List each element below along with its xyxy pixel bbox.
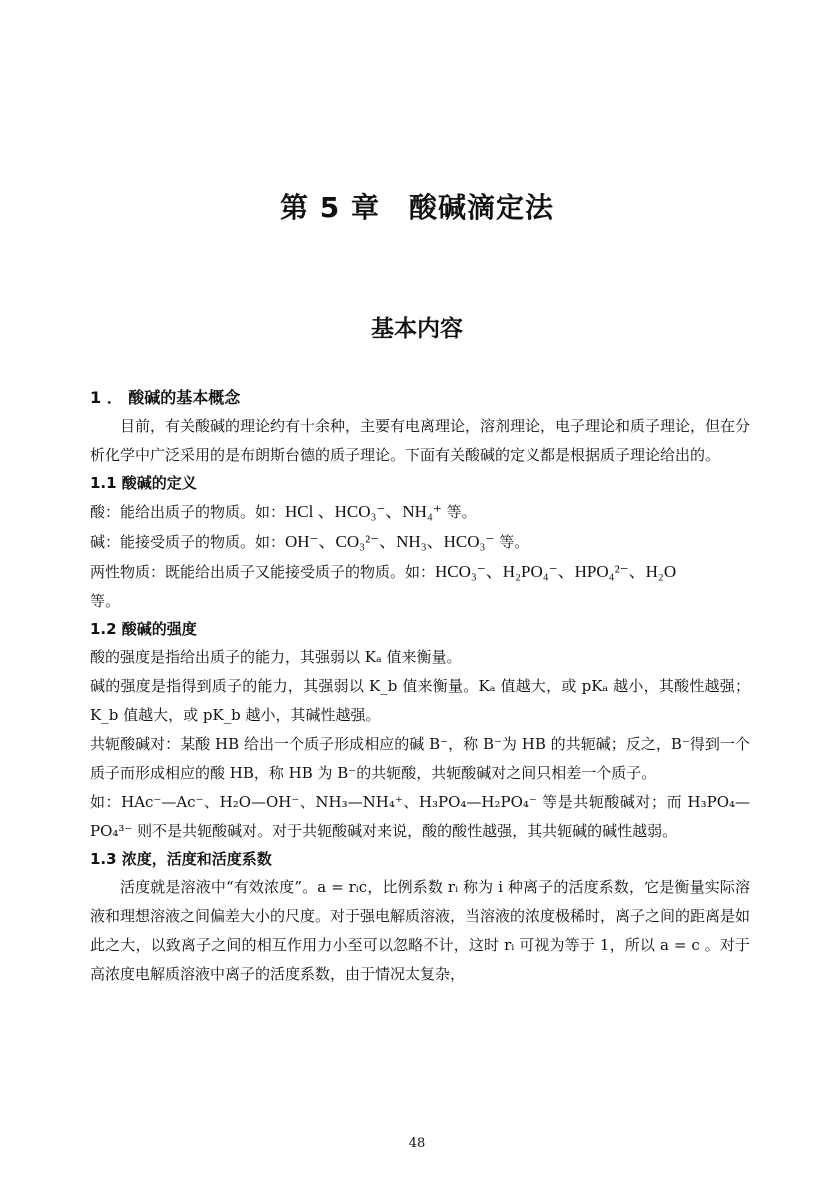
conjugate-example-paragraph: 如：HAc⁻—Ac⁻、H₂O—OH⁻、NH₃—NH₄⁺、H₃PO₄—H₂PO₄⁻ 等是共轭酸碱对；而 H₃PO₄—PO₄³⁻ 则不是共轭酸碱对。对于共轭酸碱对来说，酸的酸性越强，其共轭碱的碱性越弱。 xyxy=(90,793,750,840)
amphoteric-definition xyxy=(90,557,750,616)
acid-examples: HCl 、HCO₃⁻、NH₄⁺ xyxy=(285,502,442,521)
chapter-title: 第 5 章 酸碱滴定法 xyxy=(280,191,554,224)
acid-definition-text: 酸：能给出质子的物质。如： xyxy=(90,503,286,521)
base-suffix: 等。 xyxy=(494,533,530,551)
conjugate-pair-paragraph: 共轭酸碱对：某酸 HB 给出一个质子形成相应的碱 B⁻，称 B⁻为 HB 的共轭碱；反之，B⁻得到一个质子而形成相应的酸 HB，称 HB 为 B⁻的共轭酸，共轭酸碱对之间只相差一个质子。 xyxy=(90,735,750,782)
base-definition xyxy=(90,527,750,557)
activity-paragraph: 活度就是溶液中“有效浓度”。a = rᵢc，比例系数 rᵢ 称为 i 种离子的活度系数，它是衡量实际溶液和理想溶液之间偏差大小的尺度。对于强电解质溶液，当溶液的浓度极稀时，离子之间的距离是如此之大，以致离子之间的相互作用力小至可以忽略不计，这时 rᵢ 可视为等于 1，所以 a = c 。对于高浓度电解质溶液中离子的活度系数，由于情况太复杂， xyxy=(90,878,751,983)
base-definition-text: 碱：能接受质子的物质。如： xyxy=(90,533,286,551)
heading-acid-base-strength: 1.2 酸碱的强度 xyxy=(90,620,197,638)
section-title: 基本内容 xyxy=(371,316,463,342)
acid-suffix: 等。 xyxy=(441,503,477,521)
heading-concentration-activity: 1.3 浓度，活度和活度系数 xyxy=(90,850,272,868)
acid-strength-paragraph: 酸的强度是指给出质子的能力，其强弱以 Kₐ 值来衡量。 xyxy=(90,648,462,666)
acid-definition xyxy=(90,497,750,527)
heading-acid-base-concepts: 1 ． 酸碱的基本概念 xyxy=(90,388,241,407)
page-number: 48 xyxy=(408,1136,426,1151)
amphoteric-suffix: 等。 xyxy=(90,592,121,610)
paragraph-intro: 目前，有关酸碱的理论约有十余种，主要有电离理论，溶剂理论，电子理论和质子理论，但在分析化学中广泛采用的是布朗斯台德的质子理论。下面有关酸碱的定义都是根据质子理论给出的。 xyxy=(90,417,751,464)
heading-acid-base-definition: 1.1 酸碱的定义 xyxy=(90,474,197,492)
base-strength-paragraph: 碱的强度是指得到质子的能力，其强弱以 K_b 值来衡量。Kₐ 值越大，或 pKₐ 越小，其酸性越强；K_b 值越大，或 pK_b 越小，其碱性越强。 xyxy=(90,677,750,724)
body-content xyxy=(90,383,750,989)
base-examples: OH⁻、CO₃²⁻、NH₃、HCO₃⁻ xyxy=(285,532,495,551)
amphoteric-definition-text: 两性物质：既能给出质子又能接受质子的物质。如： xyxy=(90,563,436,581)
amphoteric-examples: HCO₃⁻、H₂PO₄⁻、HPO₄²⁻、H₂O xyxy=(435,562,677,581)
